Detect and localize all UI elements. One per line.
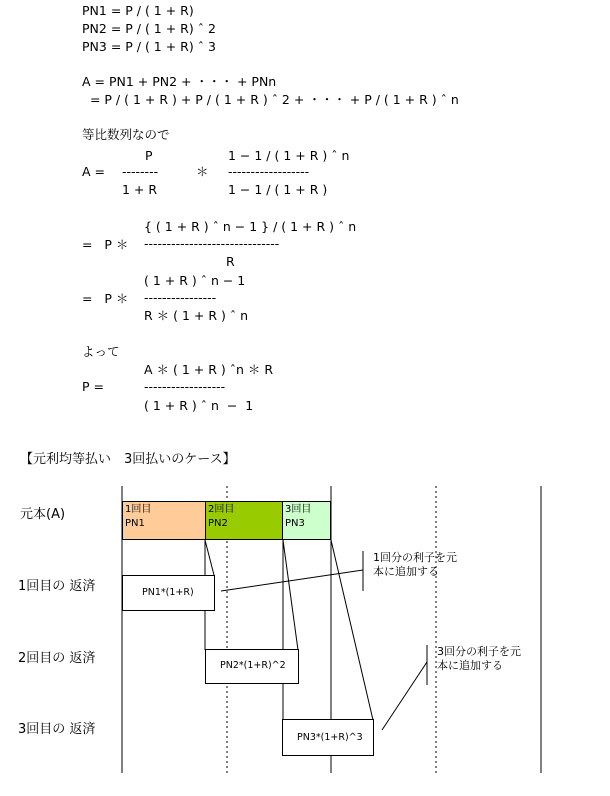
diagram-title: 【元利均等払い 3回払いのケース】 (20, 452, 236, 467)
formula-pn3: PN3 = P / ( 1 + R) ˆ 3 (82, 39, 216, 54)
segment-2-tag: 2回目 (208, 504, 235, 515)
fraction3-numerator: { ( 1 + R ) ˆ n − 1 } / ( 1 + R ) ˆ n (144, 219, 357, 234)
equals-p-step1: = P ＊ (82, 237, 129, 252)
row-label-payment-2: 2回目の 返済 (18, 651, 96, 666)
principal-segment-2 (205, 501, 283, 540)
fraction5-bar: ------------------ (144, 379, 226, 394)
fraction2-denominator: 1 − 1 / ( 1 + R ) (228, 182, 328, 197)
fraction5-numerator: A ＊ ( 1 + R ) ˆn ＊ R (144, 362, 274, 377)
principal-segment-1 (122, 501, 206, 540)
payment-box-3 (282, 719, 374, 756)
row-label-principal: 元本(A) (20, 507, 66, 522)
formula-pn1: PN1 = P / ( 1 + R) (82, 3, 194, 18)
fraction3-denominator: R (226, 254, 235, 269)
formula-sum: A = PN1 + PN2 + ・・・ + PNn (82, 74, 277, 89)
fraction5-denominator: ( 1 + R ) ˆ n − 1 (144, 398, 254, 413)
fraction3-bar: ------------------------------ (144, 236, 280, 251)
fraction1-denominator: 1 + R (122, 182, 158, 197)
payment-box-3-label: PN3*(1+R)^3 (297, 732, 363, 743)
payment-box-1 (122, 575, 215, 611)
p-equals-label: P = (82, 379, 104, 394)
payment-box-2-label: PN2*(1+R)^2 (220, 660, 286, 671)
a-equals-label: A = (82, 164, 105, 179)
principal-segment-3 (282, 501, 331, 540)
fraction1-numerator: P (145, 148, 153, 163)
segment-3-name: PN3 (285, 518, 305, 529)
therefore-label: よって (82, 344, 120, 359)
connector-pn3-right (331, 540, 373, 720)
segment-3-tag: 3回目 (285, 504, 312, 515)
formula-pn2: PN2 = P / ( 1 + R) ˆ 2 (82, 21, 216, 36)
fraction1-bar: -------- (122, 164, 159, 179)
note-interest-3: 3回分の利子を元 本に追加する (437, 645, 521, 672)
formula-sum-expanded: = P / ( 1 + R ) + P / ( 1 + R ) ˆ 2 + ・・・ + P / ( 1 + R ) ˆ n (82, 92, 459, 107)
payment-box-1-label: PN1*(1+R) (142, 587, 194, 598)
note-interest-1: 1回分の利子を元 本に追加する (373, 551, 457, 578)
row-label-payment-3: 3回目の 返済 (18, 722, 96, 737)
row-label-payment-1: 1回目の 返済 (18, 579, 96, 594)
fraction4-denominator: R ＊ ( 1 + R ) ˆ n (144, 308, 249, 323)
callout2-pointer (382, 662, 427, 730)
fraction4-numerator: ( 1 + R ) ˆ n − 1 (144, 273, 246, 288)
fraction4-bar: ---------------- (144, 290, 217, 305)
fraction2-numerator: 1 − 1 / ( 1 + R ) ˆ n (228, 148, 350, 163)
geometric-series-note: 等比数列なので (82, 127, 170, 142)
payment-box-2 (205, 649, 299, 684)
fraction2-bar: ------------------ (228, 164, 310, 179)
segment-1-name: PN1 (125, 518, 145, 529)
equals-p-step2: = P ＊ (82, 291, 129, 306)
segment-1-tag: 1回目 (125, 504, 152, 515)
multiply-sign: ＊ (196, 164, 209, 179)
connector-pn2-pay1 (205, 540, 214, 575)
connector-pn2-right (283, 540, 298, 650)
segment-2-name: PN2 (208, 518, 228, 529)
